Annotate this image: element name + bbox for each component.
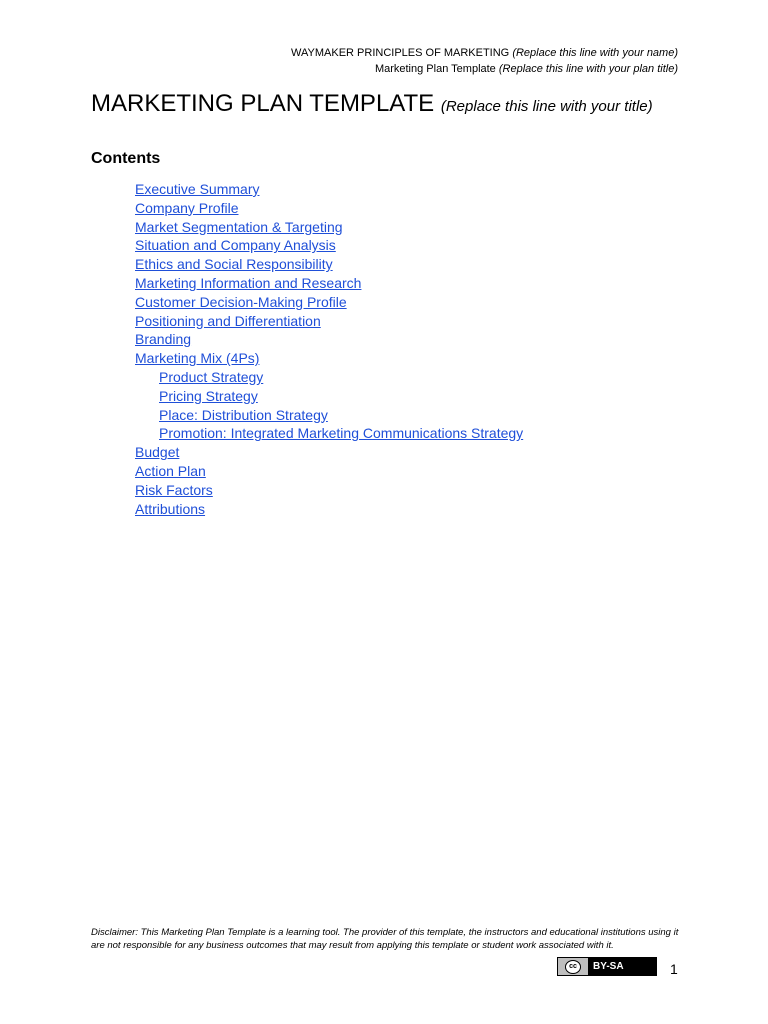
header-course-title: WAYMAKER PRINCIPLES OF MARKETING [291, 47, 513, 59]
toc-link-action-plan[interactable]: Action Plan [135, 462, 206, 479]
toc-link-risk-factors[interactable]: Risk Factors [135, 481, 213, 498]
cc-circle: cc [565, 960, 581, 974]
toc-link-company-profile[interactable]: Company Profile [135, 199, 239, 216]
toc-subitem [135, 424, 523, 443]
header-name-placeholder: (Replace this line with your name) [512, 47, 678, 59]
contents-heading: Contents [91, 150, 161, 167]
toc-item [135, 481, 523, 500]
cc-icon [558, 958, 588, 975]
document-title [91, 90, 653, 118]
toc-link-executive-summary[interactable]: Executive Summary [135, 181, 260, 197]
toc-item [135, 312, 523, 331]
license-label: BY-SA [588, 958, 656, 975]
header-line-1 [291, 45, 678, 61]
title-main: MARKETING PLAN TEMPLATE [91, 90, 441, 117]
page-header [291, 45, 678, 77]
toc-link-marketing-research[interactable]: Marketing Information and Research [135, 274, 362, 291]
toc-subitem [135, 406, 523, 425]
header-plan-label: Marketing Plan Template [374, 63, 499, 75]
toc-link-situation-analysis[interactable]: Situation and Company Analysis [135, 237, 336, 254]
toc-item [135, 255, 523, 274]
table-of-contents [135, 180, 523, 518]
toc-link-positioning[interactable]: Positioning and Differentiation [135, 312, 321, 329]
toc-subitem [135, 387, 523, 406]
toc-item [135, 218, 523, 237]
toc-item [135, 180, 523, 199]
header-plan-placeholder: (Replace this line with your plan title) [498, 63, 678, 75]
toc-item [135, 349, 523, 368]
toc-item [135, 500, 523, 519]
header-line-2 [291, 61, 678, 77]
toc-link-budget[interactable]: Budget [135, 444, 180, 461]
title-placeholder: (Replace this line with your title) [440, 98, 653, 115]
toc-item [135, 274, 523, 293]
cc-by-sa-license-badge[interactable] [557, 957, 657, 976]
toc-link-pricing-strategy[interactable]: Pricing Strategy [159, 387, 258, 404]
toc-link-product-strategy[interactable]: Product Strategy [159, 368, 264, 385]
toc-subitem [135, 368, 523, 387]
page-number: 1 [670, 961, 678, 977]
toc-link-attributions[interactable]: Attributions [135, 500, 206, 517]
toc-item [135, 330, 523, 349]
toc-link-customer-profile[interactable]: Customer Decision-Making Profile [135, 293, 347, 310]
toc-item [135, 199, 523, 218]
toc-item [135, 443, 523, 462]
toc-link-ethics[interactable]: Ethics and Social Responsibility [135, 256, 333, 273]
toc-link-marketing-mix[interactable]: Marketing Mix (4Ps) [135, 350, 260, 367]
toc-link-branding[interactable]: Branding [135, 331, 192, 348]
toc-item [135, 293, 523, 312]
toc-item [135, 462, 523, 481]
toc-link-distribution-strategy[interactable]: Place: Distribution Strategy [159, 406, 328, 423]
disclaimer-text: Disclaimer: This Marketing Plan Template is a learning tool. The provider of this template, the instructors and educational institutions using it are not responsible for any business outcomes that may result from applying this template or student work associated with it. [91, 927, 679, 951]
toc-link-promotion-strategy[interactable]: Promotion: Integrated Marketing Communications Strategy [159, 425, 524, 442]
toc-link-market-segmentation[interactable]: Market Segmentation & Targeting [135, 218, 343, 235]
toc-item [135, 236, 523, 255]
